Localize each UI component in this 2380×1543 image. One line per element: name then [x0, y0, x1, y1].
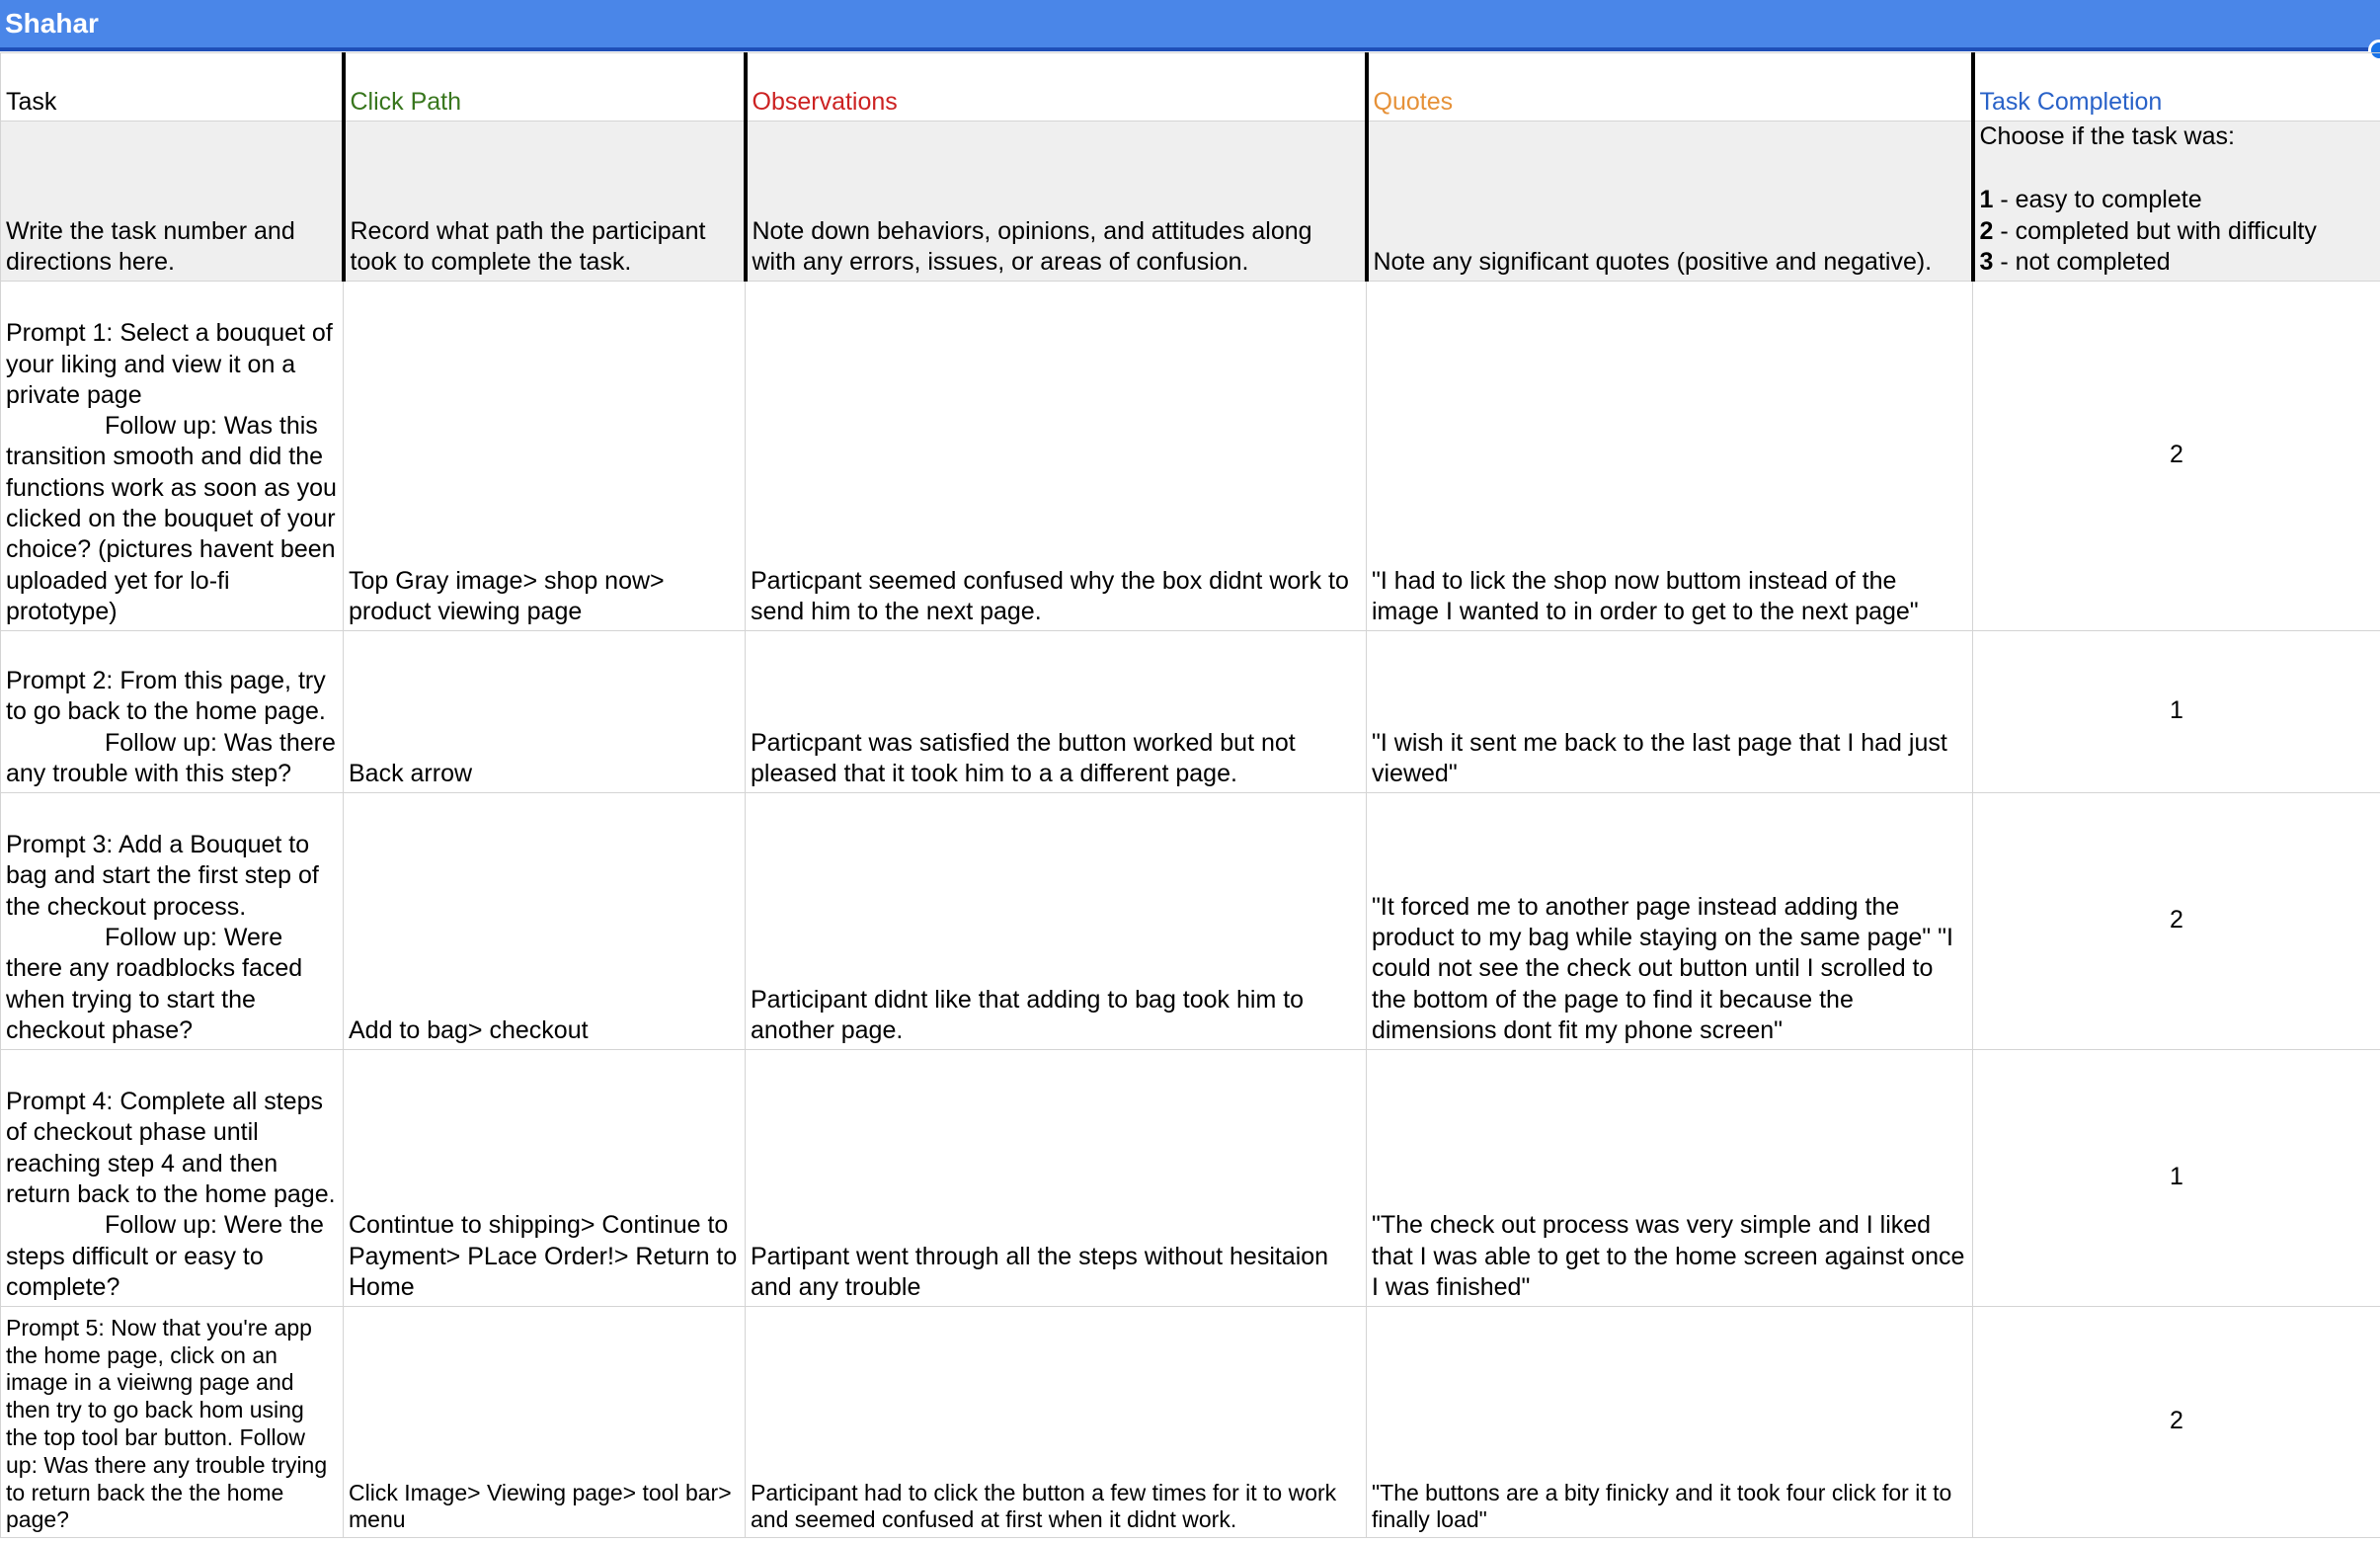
usability-table	[0, 52, 2380, 1538]
quotes-cell[interactable]: "The check out process was very simple and I liked that I was able to get to the home screen against once I was finished"	[1367, 1050, 1973, 1307]
click-path-cell[interactable]: Top Gray image> shop now> product viewing page	[344, 282, 746, 631]
header-observations[interactable]: Observations	[746, 53, 1367, 122]
completion-cell[interactable]: 2	[1973, 282, 2380, 631]
quotes-cell[interactable]: "The buttons are a bity finicky and it took four click for it to finally load"	[1367, 1307, 1973, 1538]
legend-item-2: 2 - completed but with difficulty	[1979, 216, 2317, 245]
instruction-observations[interactable]: Note down behaviors, opinions, and attitudes along with any errors, issues, or areas of confusion.	[746, 122, 1367, 282]
task-cell[interactable]: Prompt 1: Select a bouquet of your liking and view it on a private page Follow up: Was this transition smooth and did the functions work as soon as you clicked on the bouquet of your choice? (pictures havent been uploaded yet for lo-fi prototype)	[1, 282, 344, 631]
task-cell[interactable]: Prompt 4: Complete all steps of checkout phase until reaching step 4 and then return back to the home page. Follow up: Were the steps difficult or easy to complete?	[1, 1050, 344, 1307]
sheet-title: Shahar	[5, 8, 99, 39]
table-row	[1, 631, 2380, 793]
completion-cell[interactable]: 2	[1973, 1307, 2380, 1538]
header-task[interactable]: Task	[1, 53, 344, 122]
header-click-path[interactable]: Click Path	[344, 53, 746, 122]
observations-cell[interactable]: Partipant went through all the steps without hesitaion and any trouble	[746, 1050, 1367, 1307]
click-path-cell[interactable]: Click Image> Viewing page> tool bar> menu	[344, 1307, 746, 1538]
observations-cell[interactable]: Particpant seemed confused why the box didnt work to send him to the next page.	[746, 282, 1367, 631]
completion-cell[interactable]: 2	[1973, 793, 2380, 1050]
quotes-cell[interactable]: "I wish it sent me back to the last page that I had just viewed"	[1367, 631, 1973, 793]
instruction-task[interactable]: Write the task number and directions here.	[1, 122, 344, 282]
instruction-quotes[interactable]: Note any significant quotes (positive and negative).	[1367, 122, 1973, 282]
click-path-cell[interactable]: Back arrow	[344, 631, 746, 793]
header-task-completion[interactable]: Task Completion	[1973, 53, 2380, 122]
sheet-title-bar[interactable]	[0, 0, 2380, 51]
header-quotes[interactable]: Quotes	[1367, 53, 1973, 122]
task-cell[interactable]: Prompt 3: Add a Bouquet to bag and start the first step of the checkout process. Follow up: Were there any roadblocks faced when trying to start the checkout phase?	[1, 793, 344, 1050]
completion-intro: Choose if the task was:	[1979, 122, 2235, 150]
observations-cell[interactable]: Participant had to click the button a few times for it to work and seemed confused at first when it didnt work.	[746, 1307, 1367, 1538]
task-cell[interactable]: Prompt 2: From this page, try to go back to the home page. Follow up: Was there any trouble with this step?	[1, 631, 344, 793]
quotes-cell[interactable]: "I had to lick the shop now buttom instead of the image I wanted to in order to get to the next page"	[1367, 282, 1973, 631]
observations-cell[interactable]: Participant didnt like that adding to bag took him to another page.	[746, 793, 1367, 1050]
table-row	[1, 793, 2380, 1050]
quotes-cell[interactable]: "It forced me to another page instead adding the product to my bag while staying on the same page" "I could not see the check out button until I scrolled to the bottom of the page to find it because the dimensions dont fit my phone screen"	[1367, 793, 1973, 1050]
legend-item-1: 1 - easy to complete	[1979, 186, 2202, 214]
completion-cell[interactable]: 1	[1973, 1050, 2380, 1307]
observations-cell[interactable]: Particpant was satisfied the button worked but not pleased that it took him to a a different page.	[746, 631, 1367, 793]
instructions-row	[1, 122, 2380, 282]
completion-cell[interactable]: 1	[1973, 631, 2380, 793]
click-path-cell[interactable]: Contintue to shipping> Continue to Payment> PLace Order!> Return to Home	[344, 1050, 746, 1307]
header-row	[1, 53, 2380, 122]
table-row	[1, 1307, 2380, 1538]
legend-item-3: 3 - not completed	[1979, 247, 2171, 276]
table-row	[1, 1050, 2380, 1307]
instruction-completion[interactable]	[1973, 122, 2380, 282]
task-cell[interactable]: Prompt 5: Now that you're app the home page, click on an image in a vieiwng page and then try to go back hom using the top tool bar button. Follow up: Was there any trouble trying to return back the the home page?	[1, 1307, 344, 1538]
click-path-cell[interactable]: Add to bag> checkout	[344, 793, 746, 1050]
instruction-click-path[interactable]: Record what path the participant took to complete the task.	[344, 122, 746, 282]
table-row	[1, 282, 2380, 631]
